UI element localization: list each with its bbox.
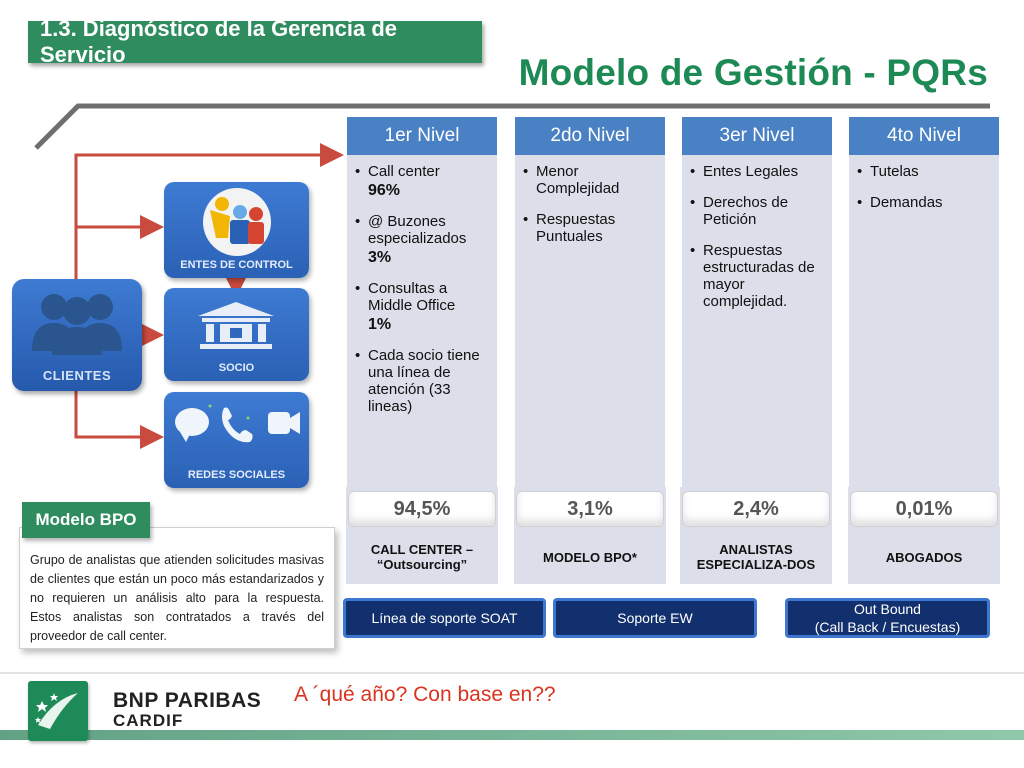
clients-icon <box>22 287 132 357</box>
soporte-soat-button[interactable]: Línea de soporte SOAT <box>343 598 546 638</box>
provider-label-1: CALL CENTER – “Outsourcing” <box>370 542 474 572</box>
people-group-icon <box>200 186 274 258</box>
list-item: • Tutelas <box>857 163 991 180</box>
level-1-list <box>347 155 497 415</box>
clientes-label: CLIENTES <box>42 368 112 383</box>
share-badge-3: 2,4% <box>682 491 830 527</box>
brand-line-1: BNP PARIBAS <box>113 689 262 712</box>
provider-label-3: ANALISTAS ESPECIALIZA-DOS <box>696 542 816 572</box>
clientes-card <box>12 279 142 391</box>
page-title: Modelo de Gestión - PQRs <box>518 52 988 93</box>
level-column-2 <box>515 117 665 490</box>
share-badge-1: 94,5% <box>348 491 496 527</box>
socio-card <box>164 288 309 381</box>
list-item: • Demandas <box>857 194 991 211</box>
list-item: • Menor Complejidad <box>523 163 657 197</box>
level-column-3 <box>682 117 832 490</box>
level-2-list <box>515 155 665 245</box>
level-4-title: 4to Nivel <box>849 117 999 155</box>
list-item: • Consultas a Middle Office 1% <box>355 280 489 333</box>
list-item: • Cada socio tiene una línea de atención (33 lineas) <box>355 347 489 415</box>
list-item: • Respuestas estructuradas de mayor complejidad. <box>690 242 824 310</box>
question-note: A ´qué año? Con base en?? <box>294 683 556 706</box>
share-badge-2: 3,1% <box>516 491 664 527</box>
section-tag <box>28 16 482 67</box>
soporte-ew-button[interactable]: Soporte EW <box>553 598 757 638</box>
level-2-title: 2do Nivel <box>515 117 665 155</box>
level-3-title: 3er Nivel <box>682 117 832 155</box>
brand-line-2: CARDIF <box>113 711 184 730</box>
footer-divider <box>0 672 1024 674</box>
footer-bar <box>0 730 1024 740</box>
redes-sociales-label: REDES SOCIALES <box>187 469 286 481</box>
out-bound-sub-label: (Call Back / Encuestas) <box>814 619 961 635</box>
bnp-logo-icon <box>28 681 88 741</box>
brand-logo <box>113 690 261 730</box>
provider-label-2: MODELO BPO* <box>543 549 637 565</box>
chat-phone-video-icon <box>172 402 302 446</box>
list-item: • Call center 96% <box>355 163 489 199</box>
level-4-list <box>849 155 999 211</box>
socio-label: SOCIO <box>218 362 255 374</box>
section-tag-label: 1.3. Diagnóstico de la Gerencia de Servicio <box>40 16 398 67</box>
share-badge-4: 0,01% <box>850 491 998 527</box>
level-3-list <box>682 155 832 310</box>
entes-de-control-card <box>164 182 309 278</box>
bpo-tag: Modelo BPO <box>22 502 150 538</box>
provider-label-4: ABOGADOS <box>885 549 963 565</box>
redes-sociales-card <box>164 392 309 488</box>
list-item: • Derechos de Petición <box>690 194 824 228</box>
out-bound-button[interactable] <box>785 598 990 638</box>
entes-de-control-label: ENTES DE CONTROL <box>180 259 293 271</box>
list-item: • Respuestas Puntuales <box>523 211 657 245</box>
list-item: • @ Buzones especializados 3% <box>355 213 489 266</box>
out-bound-label: Out Bound <box>854 601 921 617</box>
level-column-4 <box>849 117 999 490</box>
bpo-description: Grupo de analistas que atienden solicitudes masivas de clientes que están un poco más estandarizados y no requieren un análisis alto para la respuesta. Estos analistas son contratados a través del proveedor de call center. <box>19 527 335 649</box>
list-item: • Entes Legales <box>690 163 824 180</box>
level-column-1 <box>347 117 497 490</box>
bank-building-icon <box>196 300 276 350</box>
level-1-title: 1er Nivel <box>347 117 497 155</box>
